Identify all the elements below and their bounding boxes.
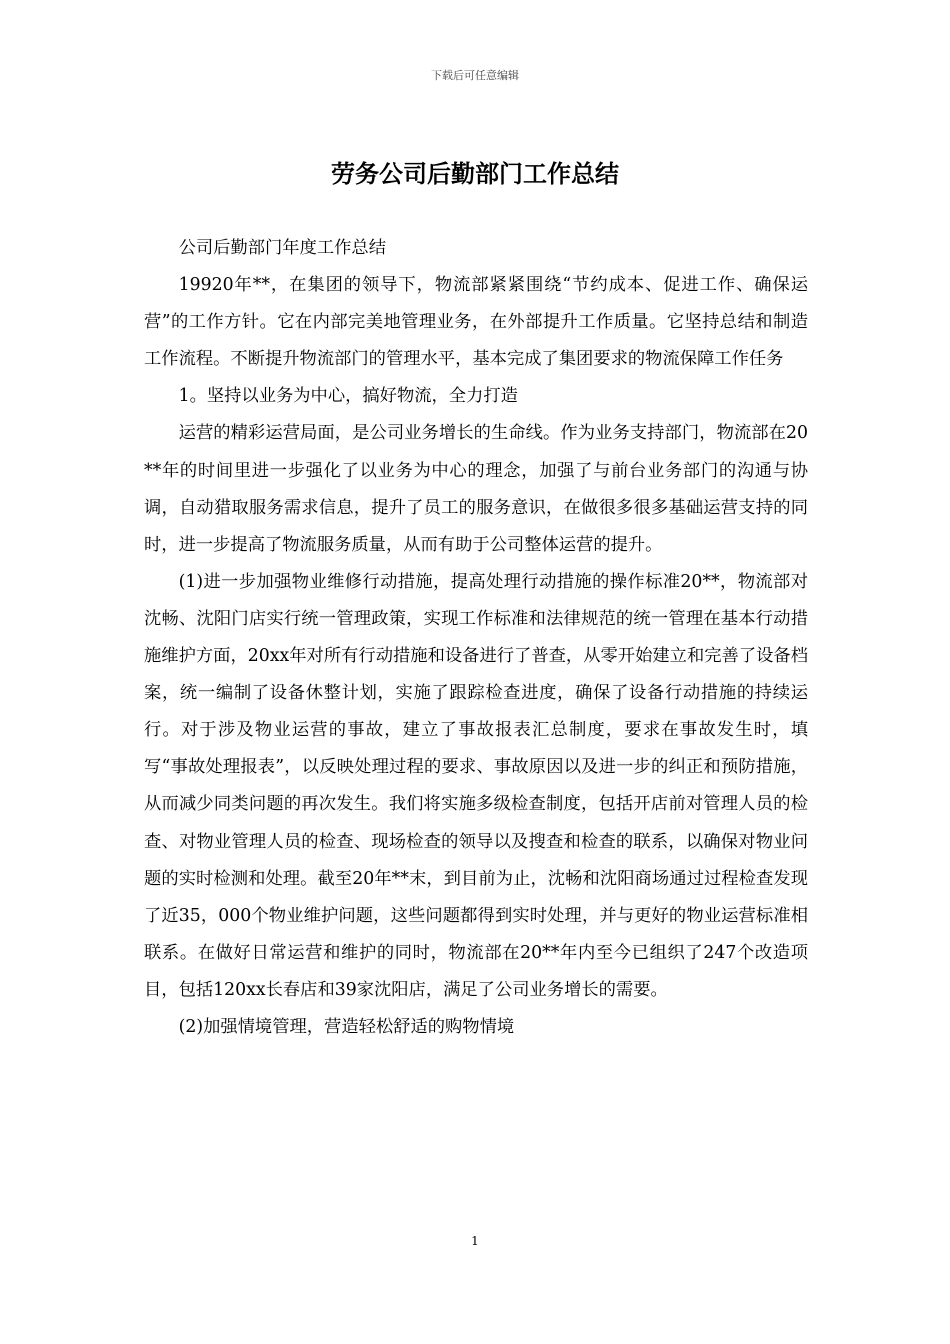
document-body (144, 230, 808, 1046)
paragraph-item-2: (2)加强情境管理，营造轻松舒适的购物情境 (178, 1016, 515, 1037)
page-header-note: 下载后可任意编辑 (431, 69, 519, 82)
page-number: 1 (471, 1234, 479, 1248)
document-title: 劳务公司后勤部门工作总结 (331, 160, 619, 188)
paragraph-item-1: (1)进一步加强物业维修行动措施，提高处理行动措施的操作标准20**，物流部对沈畅、沈阳门店实行统一管理政策，实现工作标准和法律规范的统一管理在基本行动措施维护方面，20xx年对所有行动措施和设备进行了普查，从零开始建立和完善了设备档案，统一编制了设备休整计划，实施了跟踪检查进度，确保了设备行动措施的持续运行。对于涉及物业运营的事故，建立了事故报表汇总制度，要求在事故发生时，填写“事故处理报表”，以反映处理过程的要求、事故原因以及进一步的纠正和预防措施，从而减少同类问题的再次发生。我们将实施多级检查制度，包括开店前对管理人员的检查、对物业管理人员的检查、现场检查的领导以及搜查和检查的联系，以确保对物业问题的实时检测和处理。截至20年**末，到目前为止，沈畅和沈阳商场通过过程检查发现了近35，000个物业维护问题，这些问题都得到实时处理，并与更好的物业运营标准相联系。在做好日常运营和维护的同时，物流部在20**年内至今已组织了247个改造项目，包括120xx长春店和39家沈阳店，满足了公司业务增长的需要。 (144, 571, 808, 1000)
paragraph-subtitle: 公司后勤部门年度工作总结 (178, 238, 386, 258)
paragraph-intro: 19920年**，在集团的领导下，物流部紧紧围绕“节约成本、促进工作、确保运营”的工作方针。它在内部完美地管理业务，在外部提升工作质量。它坚持总结和制造工作流程。不断提升物流部门的管理水平，基本完成了集团要求的物流保障工作任务 (144, 275, 808, 370)
paragraph-section-1-body: 运营的精彩运营局面，是公司业务增长的生命线。作为业务支持部门，物流部在20**年的时间里进一步强化了以业务为中心的理念，加强了与前台业务部门的沟通与协调，自动猎取服务需求信息，提升了员工的服务意识，在做很多很多基础运营支持的同时，进一步提高了物流服务质量，从而有助于公司整体运营的提升。 (144, 423, 808, 555)
paragraph-section-1-heading: 1。坚持以业务为中心，搞好物流，全力打造 (178, 386, 518, 407)
